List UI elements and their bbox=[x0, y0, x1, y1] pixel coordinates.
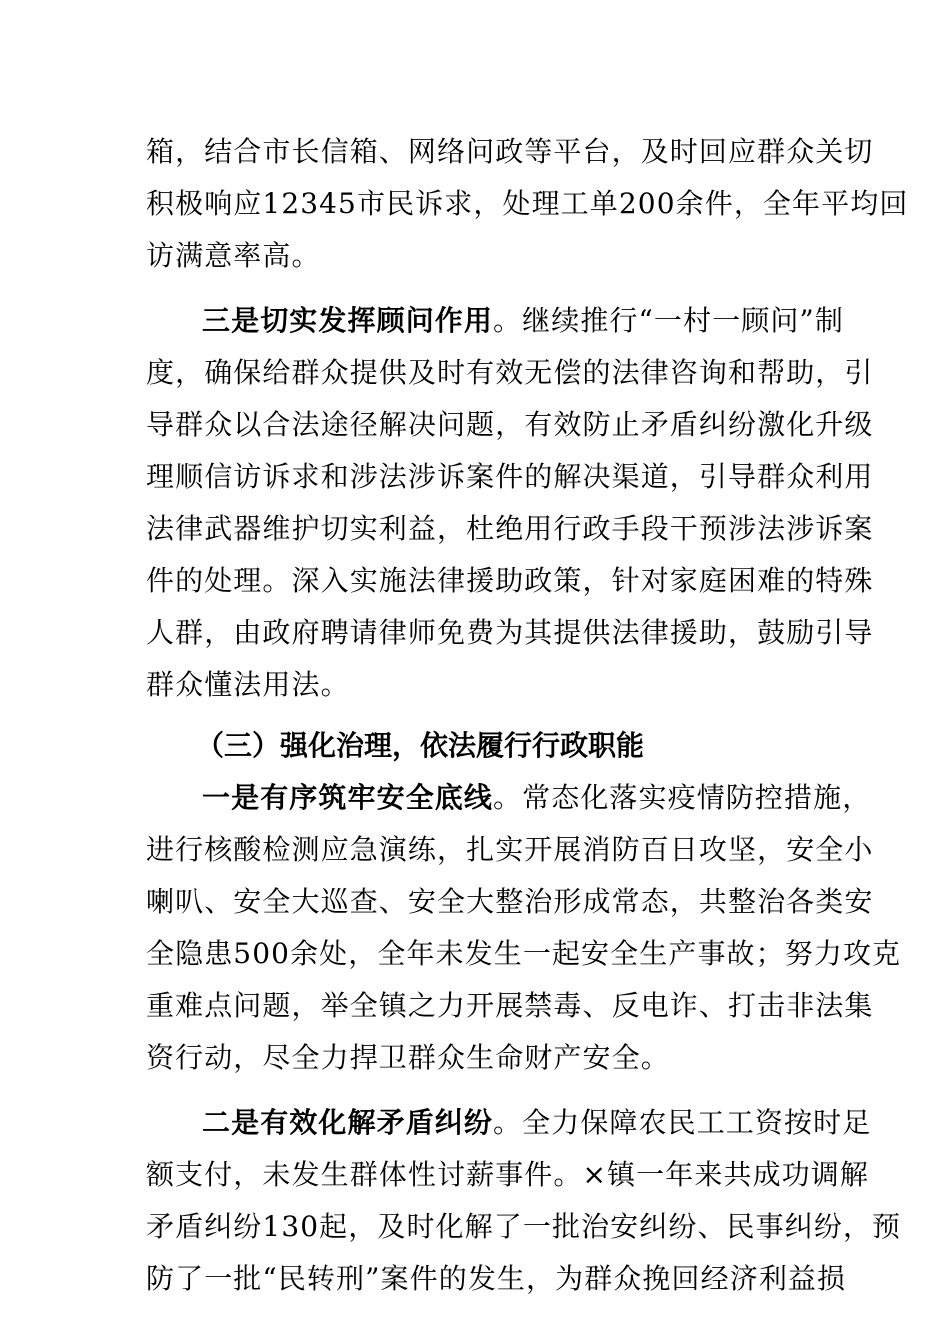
paragraph-complaints-response bbox=[146, 126, 909, 282]
text-line: 防了一批“民转刑”案件的发生，为群众挽回经济利益损 bbox=[146, 1262, 847, 1295]
document-page bbox=[146, 126, 909, 1305]
text-line: 额支付，未发生群体性讨薪事件。×镇一年来共成功调解 bbox=[146, 1158, 869, 1191]
paragraph-lead-rest: 。继续推行“一村一顾问”制 bbox=[493, 304, 844, 337]
text-line: 件的处理。深入实施法律援助政策，针对家庭困难的特殊 bbox=[146, 564, 874, 597]
text-line: 重难点问题，举全镇之力开展禁毒、反电诈、打击非法集 bbox=[146, 989, 874, 1022]
paragraph-lead-rest: 。全力保障农民工工资按时足 bbox=[493, 1106, 872, 1139]
text-line: 箱，结合市长信箱、网络问政等平台，及时回应群众关切 bbox=[146, 135, 874, 168]
text-line: 进行核酸检测应急演练，扎实开展消防百日攻坚，安全小 bbox=[146, 833, 874, 866]
text-line: 人群，由政府聘请律师免费为其提供法律援助，鼓励引导 bbox=[146, 616, 874, 649]
text-line: 资行动，尽全力捍卫群众生命财产安全。 bbox=[146, 1041, 670, 1074]
text-line: 全隐患500余处，全年未发生一起安全生产事故；努力攻克 bbox=[146, 937, 902, 970]
text-line: 矛盾纠纷130起，及时化解了一批治安纠纷、民事纠纷，预 bbox=[146, 1210, 902, 1243]
text-line: 喇叭、安全大巡查、安全大整治形成常态，共整治各类安 bbox=[146, 885, 874, 918]
text-line: 群众懂法用法。 bbox=[146, 668, 350, 701]
text-line: 积极响应12345市民诉求，处理工单200余件，全年平均回 bbox=[146, 187, 909, 220]
paragraph-safety-baseline bbox=[146, 772, 902, 1084]
text-line bbox=[146, 1097, 872, 1149]
text-line: 法律武器维护切实利益，杜绝用行政手段干预涉法涉诉案 bbox=[146, 512, 874, 545]
paragraph-lead: 一是有序筑牢安全底线 bbox=[202, 781, 494, 814]
section-heading: （三）强化治理，依法履行行政职能 bbox=[196, 729, 645, 762]
text-line: 访满意率高。 bbox=[146, 239, 321, 272]
text-line bbox=[146, 295, 844, 347]
text-line bbox=[146, 772, 872, 824]
text-line: 度，确保给群众提供及时有效无偿的法律咨询和帮助，引 bbox=[146, 356, 874, 389]
paragraph-dispute-resolution bbox=[146, 1097, 902, 1305]
paragraph-lead: 二是有效化解矛盾纠纷 bbox=[202, 1106, 494, 1139]
paragraph-lead: 三是切实发挥顾问作用 bbox=[202, 304, 494, 337]
text-line: 理顺信访诉求和涉法涉诉案件的解决渠道，引导群众利用 bbox=[146, 460, 874, 493]
paragraph-lead-rest: 。常态化落实疫情防控措施， bbox=[493, 781, 872, 814]
text-line: 导群众以合法途径解决问题，有效防止矛盾纠纷激化升级 bbox=[146, 408, 874, 441]
paragraph-advisor-role bbox=[146, 295, 874, 711]
